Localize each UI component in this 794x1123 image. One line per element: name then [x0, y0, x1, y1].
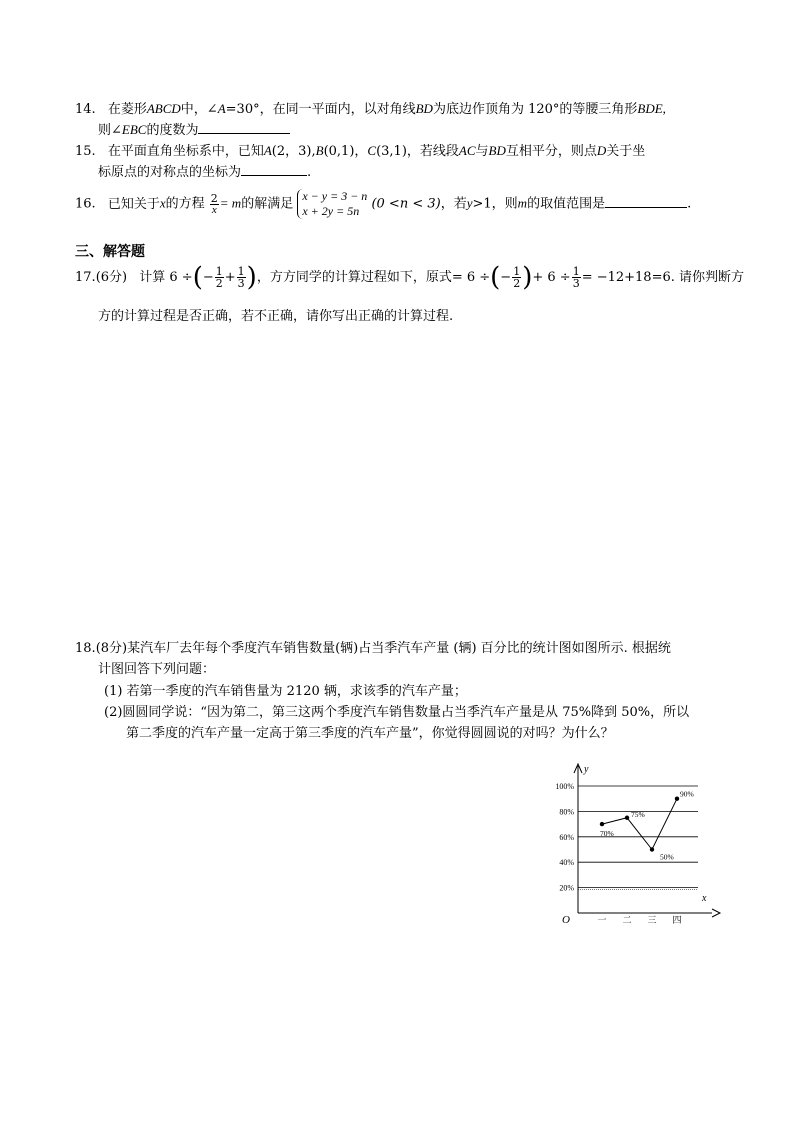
- question-number: 15.: [75, 144, 96, 159]
- math-var: m: [517, 195, 528, 211]
- fraction: $\frac{1}{3}$: [237, 265, 245, 290]
- question-14-line-2: [98, 119, 290, 138]
- origin-label: O: [562, 914, 570, 926]
- math-var: y: [466, 195, 473, 211]
- text: 互相平分，则点: [505, 144, 597, 159]
- text: 则∠: [98, 123, 122, 138]
- y-tick-label: 60%: [559, 832, 574, 842]
- math-var: A: [263, 143, 272, 158]
- math-var: B: [315, 143, 324, 158]
- math-var: ABCD: [146, 101, 181, 116]
- math-var: BD: [415, 101, 433, 116]
- question-18-line-1: [75, 637, 671, 656]
- data-label: 50%: [660, 852, 674, 862]
- text: 的方程: [165, 196, 205, 212]
- text: =30°，在同一平面内，以对角线: [225, 102, 416, 117]
- math-var: x: [159, 195, 166, 211]
- score: (6分): [95, 270, 128, 285]
- math-var: D: [596, 143, 607, 158]
- x-axis-arrow: [712, 909, 720, 917]
- text: 的度数为: [146, 123, 199, 138]
- y-tick-label: 20%: [559, 883, 574, 893]
- text: 计算 6 ÷: [139, 270, 193, 285]
- plus: +: [224, 270, 236, 285]
- text: .: [307, 165, 312, 180]
- x-axis-label: x: [702, 893, 707, 904]
- text: 关于坐: [606, 144, 646, 159]
- text: 中，∠: [180, 102, 218, 117]
- data-label: 70%: [600, 829, 614, 839]
- text: ，方方同学的计算过程如下，原式= 6 ÷: [256, 270, 491, 285]
- paren-right: ): [522, 262, 533, 293]
- text: .: [687, 196, 692, 212]
- question-number: 16.: [75, 196, 96, 212]
- answer-blank[interactable]: [605, 194, 687, 208]
- line-chart: [540, 758, 750, 938]
- series-line: [602, 799, 677, 850]
- text: 已知关于: [107, 196, 160, 212]
- fraction: $\frac{1}{3}$: [572, 265, 580, 290]
- question-15-line-2: [98, 161, 311, 180]
- data-label: 75%: [631, 809, 645, 819]
- math-var: EBC: [121, 122, 147, 137]
- data-point: [675, 797, 679, 801]
- text: = −12+18=6. 请你判断方: [581, 270, 745, 285]
- y-tick-label: 80%: [559, 807, 574, 817]
- text: 标原点的对称点的坐标为: [98, 165, 242, 180]
- text: (3,1)，若线段: [376, 144, 459, 159]
- fraction: $\frac{2}{x}$: [210, 191, 218, 216]
- y-tick-label: 100%: [555, 782, 574, 791]
- question-number: 18.: [75, 641, 96, 656]
- math-var: BD: [488, 143, 506, 158]
- math-var: A: [217, 101, 226, 116]
- text: (8分)某汽车厂去年每个季度汽车销售数量(辆)占当季汽车产量 (辆) 百分比的统计图如图所示. 根据统: [95, 641, 671, 656]
- text: 的取值范围是: [527, 196, 606, 212]
- question-18-part-2-line-1: (2)圆圆同学说：“因为第二，第三这两个季度汽车销售数量占当季汽车产量是从 75%降到 50%，所以: [104, 705, 690, 720]
- x-tick-label: 四: [672, 915, 682, 925]
- text: 在平面直角坐标系中，已知: [107, 144, 264, 159]
- data-point: [600, 822, 604, 826]
- text: (0,1)，: [323, 144, 368, 159]
- paren-right: ): [246, 262, 257, 293]
- condition: (0 <n < 3): [371, 196, 441, 212]
- section-heading: 三、解答题: [75, 244, 145, 260]
- text: (2，3),: [271, 144, 316, 159]
- y-tick-label: 40%: [559, 858, 574, 868]
- equation-system: x − y = 3 − n x + 2y = 5n: [297, 189, 367, 219]
- question-16: [75, 189, 691, 219]
- text: 为底边作顶角为 120°的等腰三角形: [432, 102, 638, 117]
- text: 的解满足: [241, 196, 294, 212]
- paren-left: (: [192, 262, 203, 293]
- text: 与: [475, 144, 489, 159]
- answer-blank[interactable]: [241, 162, 307, 176]
- data-label: 90%: [680, 789, 694, 799]
- fraction: $\frac{1}{2}$: [215, 265, 223, 290]
- x-tick-label: 三: [647, 915, 657, 925]
- y-axis-label: y: [584, 764, 589, 775]
- text: + 6 ÷: [532, 270, 571, 285]
- fraction: $\frac{1}{2}$: [513, 265, 521, 290]
- question-number: 14.: [75, 102, 96, 117]
- math-var: AC: [458, 143, 476, 158]
- sign: −: [202, 270, 214, 285]
- question-18-part-1: (1) 若第一季度的汽车销售量为 2120 辆，求该季的汽车产量；: [104, 684, 467, 699]
- question-18-part-2-line-2: 第二季度的汽车产量一定高于第三季度的汽车产量”，你觉得圆圆说的对吗？为什么？: [126, 726, 614, 741]
- text: 在菱形: [107, 102, 147, 117]
- math-var: C: [367, 143, 377, 158]
- answer-blank[interactable]: [198, 120, 290, 134]
- question-17-line-1: [75, 262, 745, 293]
- math-expression: = m: [219, 195, 242, 211]
- x-tick-label: 二: [622, 915, 632, 925]
- data-point: [650, 847, 654, 851]
- paren-left: (: [490, 262, 501, 293]
- question-15-line-1: [75, 140, 645, 159]
- x-tick-label: 一: [597, 915, 607, 925]
- question-14-line-1: [75, 98, 666, 117]
- question-17-line-2: 方的计算过程是否正确，若不正确，请你写出正确的计算过程.: [98, 309, 454, 324]
- question-18-line-2: 计图回答下列问题：: [98, 662, 216, 677]
- text: >1，则: [472, 196, 518, 212]
- sign: −: [500, 270, 512, 285]
- text: ，若: [440, 196, 467, 212]
- question-number: 17.: [75, 270, 96, 285]
- math-var: BDE,: [637, 101, 666, 116]
- data-point: [625, 816, 629, 820]
